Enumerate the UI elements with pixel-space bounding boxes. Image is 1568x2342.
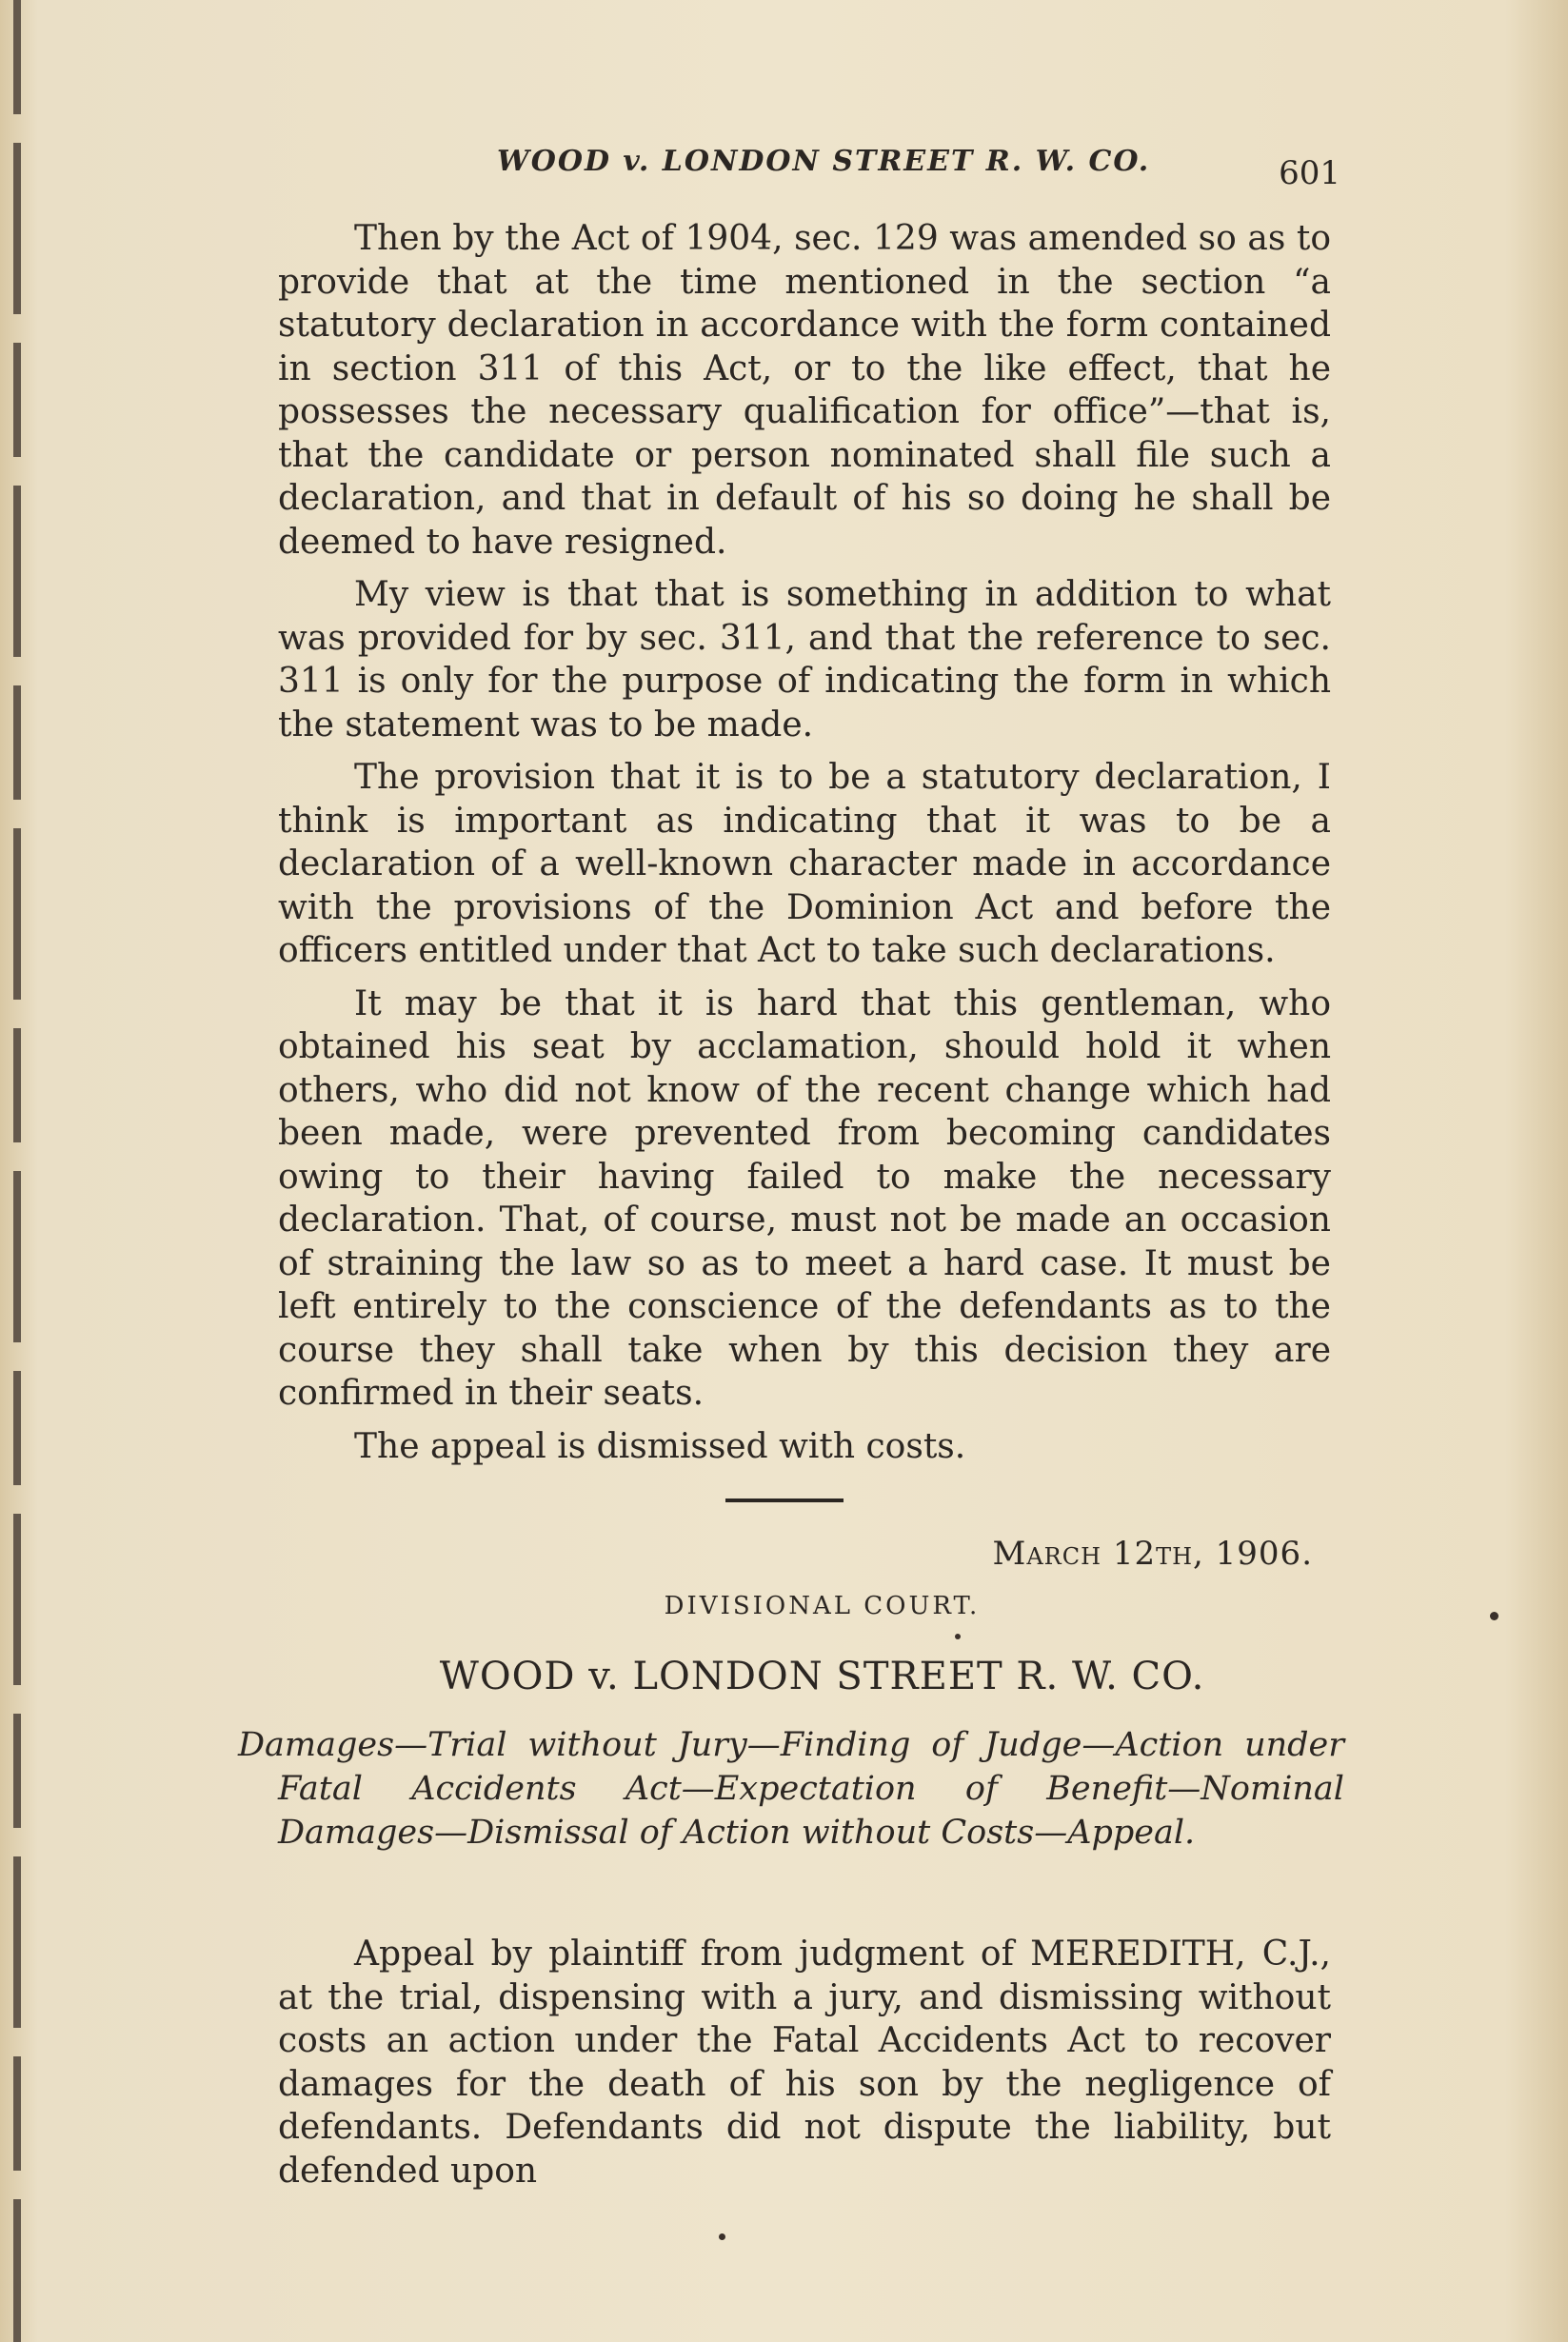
headnote: Damages—Trial without Jury—Finding of Judge—Action under Fatal Accidents Act—Expectation of Benefit—Nominal Damages—Dismissal of Action without Costs—Appeal. [238,1726,1344,1852]
court-name: DIVISIONAL COURT. [664,1592,981,1620]
paragraph-4: It may be that it is hard that this gentleman, who obtained his seat by acclamation, should hold it when others, who did not know of the recent change which had been made, were prevented from becoming candidates owing to their having failed to make the necessary declaration. That, of course, must not be made an occasion of straining the law so as to meet a hard case. It must be left entirely to the conscience of the defendants as to the course they shall take when by this decision they are confirmed in their seats. [278,983,1331,1413]
case-date: March 12th, 1906. [992,1535,1313,1573]
case-title: WOOD v. LONDON STREET R. W. CO. [439,1655,1205,1698]
ink-speck [955,1634,961,1639]
paragraph-2: My view is that that is something in addition to what was provided for by sec. 311, and that the reference to sec. 311 is only for the purpose of indicating the form in which the statement was to be made. [278,575,1331,744]
page-header [278,141,1340,198]
page-number: 601 [1279,154,1340,192]
running-head: WOOD v. LONDON STREET R. W. CO. [497,145,1151,178]
case-opening [278,1933,1331,2202]
paragraph-5: The appeal is dismissed with costs. [354,1426,966,1466]
section-divider [725,1498,844,1502]
paragraph-1: Then by the Act of 1904, sec. 129 was amended so as to provide that at the time mentioned in the section “a statutory declaration in accordance with the form contained in section 311 of this Act, or to the like effect, that he possesses the necessary qualification for office”—that is, that the candidate or person nominated shall file such a declaration, and that in default of his so doing he shall be deemed to have resigned. [278,219,1331,562]
ink-speck [719,2233,725,2240]
book-spine-shadow [13,0,21,2342]
judgment-text [278,217,1331,1478]
ink-speck [1490,1612,1499,1620]
opening-paragraph: Appeal by plaintiff from judgment of MEREDITH, C.J., at the trial, dispensing with a jury, and dismissing without costs an action under the Fatal Accidents Act to recover damages for the death of his son by the negligence of defendants. Defendants did not dispute the liability, but defended upon [278,1935,1331,2191]
paragraph-3: The provision that it is to be a statutory declaration, I think is important as indicating that it was to be a declaration of a well-known character made in accordance with the provisions of the Dominion Act and before the officers entitled under that Act to take such declarations. [278,758,1331,970]
